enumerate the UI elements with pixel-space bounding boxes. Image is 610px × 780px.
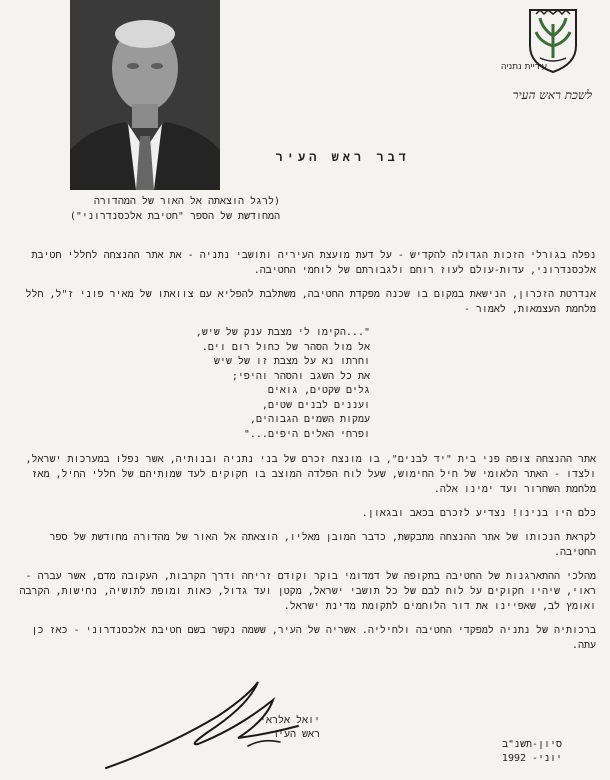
intro-line: המחודשת של הספר "חטיבת אלכסנדרוני") <box>69 211 280 222</box>
signer-name: יואל אלראי <box>259 715 320 726</box>
paragraph: אתר ההנצחה צופה פני בית "יד לבנים", בו מונצח זכרם של בני נתניה ובנותיה, אשר נפלו במערכות ישראל, ולצדו - האתר הלאומי של חיל החימוש, שעל לוח הפלדה המוצב בו חקוקים לעד שמותיהם של חללי החיל, מאז מלחמת השחרור ועד ימינו אלה. <box>25 454 596 495</box>
paragraph: נפלה בגורלי הזכות הגדולה להקדיש - על דעת מועצת העיריה ותושבי נתניה - את אתר ההנצחה לחללי חטיבת אלכסנדרוני, עדות-עולם לעוז רוחם ולגבורתם של לוחמי החטיבה. <box>31 250 596 276</box>
poem-line: את כל השגב והסהר והיפי; <box>231 370 370 382</box>
paragraph: אנדרטת הזכרון, הנישאת במקום בו שכנה מפקדת החטיבה, משתלבת להפליא עם צוואתו של מאיר פוני ז"ל, חלל מלחמת העצמאות, לאמור - <box>25 289 596 315</box>
paragraph: ברכותיה של נתניה למפקדי החטיבה ולחיליה. אשריה של העיר, ששמה נקשר בשם חטיבת אלכסנדרוני - כאז כן עתה. <box>31 625 596 651</box>
letter-body <box>18 248 596 662</box>
poem-line: ופרחי האלים היפים..." <box>243 428 370 440</box>
letter-date <box>472 738 592 766</box>
paragraph: לקראת הנכותו של אתר ההנצחה מתבקשת, כדבר המובן מאליו, הוצאתה אל האור של מהדורה מחודשת של ספר החטיבה. <box>49 532 596 558</box>
poem-line: עמקות השמים הגבוהים, <box>249 414 370 425</box>
mayor-portrait <box>70 0 220 190</box>
office-label: לשכת ראש העיר <box>512 88 592 102</box>
city-name: עיריית נתניה <box>500 62 548 72</box>
signer-title: ראש העיר <box>271 729 320 740</box>
portrait-image <box>70 0 220 190</box>
paragraph: כלם היו בנינו! נצדיע לזכרם בכאב ובגאון. <box>361 508 596 519</box>
intro-note <box>10 194 280 224</box>
paragraph: מהלכי ההתארגנות של החטיבה בתקופה של דמדומי בוקר וקודם זריחה ודרך הקרבות, העקובה מדם, אשר עברה - ראוי, שיהיו חקוקים על לוח לבם של כל תושבי ישראל, מקטן ועד גדול, כאות ומופת לתושיה, נחישות, הקרבה ואומץ לב, שאפיינו את דור הלוחמים לתקומת מדינת ישראל. <box>19 571 596 612</box>
poem-quote <box>18 326 370 442</box>
poem-line: גלים שקטים, גואים <box>267 385 370 396</box>
poem-line: וחרתו נא על מצבת זו של שיש <box>213 356 370 367</box>
poem-line: אל מול הסהר של כחול רום וים. <box>201 341 370 353</box>
letter-heading: דבר ראש העיר <box>275 150 410 164</box>
gregorian-date: יוני- 1992 <box>501 753 563 764</box>
poem-line: ועננים לבנים שטים, <box>261 399 370 411</box>
signature-block <box>180 714 320 742</box>
intro-line: (לרגל הוצאתה אל האור של המהדורה <box>93 196 280 207</box>
poem-line: "...הקימו לי מצבת ענק של שיש, <box>195 327 370 338</box>
hebrew-date: סיון-תשנ"ב <box>501 739 563 750</box>
